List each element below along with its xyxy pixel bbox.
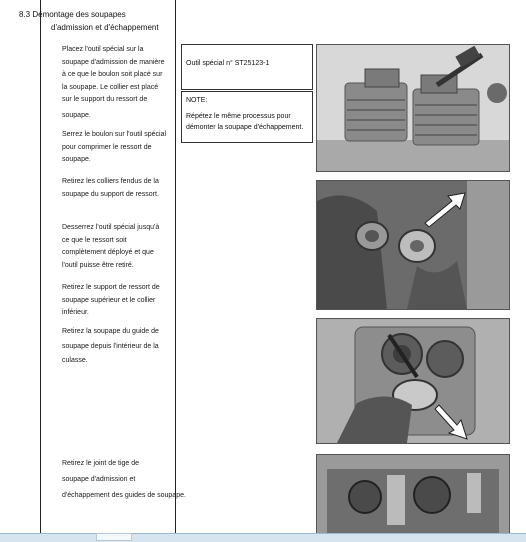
- step-3-text: Retirez les colliers fendus de la soupape du support de ressort.: [62, 178, 159, 198]
- step-5-text: Retirez le support de ressort de soupape supérieur et le collier inférieur.: [62, 284, 160, 316]
- special-tool-box: [181, 44, 313, 90]
- step-7-text: Retirez le joint de tige de soupape d'admission et d'échappement des guides de soupape.: [62, 460, 186, 499]
- step-4-text: Desserrez l'outil spécial jusqu'à ce que le ressort soit complètement déployé et que l'outil puisse être retiré.: [62, 224, 160, 269]
- section-heading-line2: d'admission et d'échappement: [51, 23, 159, 32]
- valve-removal-photo: [316, 318, 510, 444]
- note-text-line1: Répétez le même processus pour: [186, 113, 291, 120]
- step-2-text: Serrez le boulon sur l'outil spécial pour comprimer le ressort de soupape.: [62, 131, 167, 163]
- viewer-bottom-bar: [0, 533, 526, 542]
- cylinder-head-photo: [316, 44, 510, 172]
- valve-spring-retainer-photo: [316, 180, 510, 310]
- note-box: [181, 91, 313, 143]
- note-title: NOTE:: [186, 97, 208, 104]
- section-heading-line1: 8.3 Démontage des soupapes: [19, 10, 126, 19]
- step-6-text: Retirez la soupape du guide de soupape depuis l'intérieur de la culasse.: [62, 328, 159, 364]
- valve-seal-photo: [316, 454, 510, 538]
- special-tool-label: Outil spécial n° ST25123-1: [186, 60, 270, 67]
- step-1-text: Placez l'outil spécial sur la soupape d'admission de manière à ce que le boulon soit placé sur la soupape. Le collier est placé sur le support du ressort de soupape.: [62, 46, 165, 119]
- note-text-line2: démonter la soupape d'échappement.: [186, 124, 304, 131]
- viewer-bottom-tab[interactable]: [96, 533, 132, 541]
- column-rule-left: [40, 0, 41, 534]
